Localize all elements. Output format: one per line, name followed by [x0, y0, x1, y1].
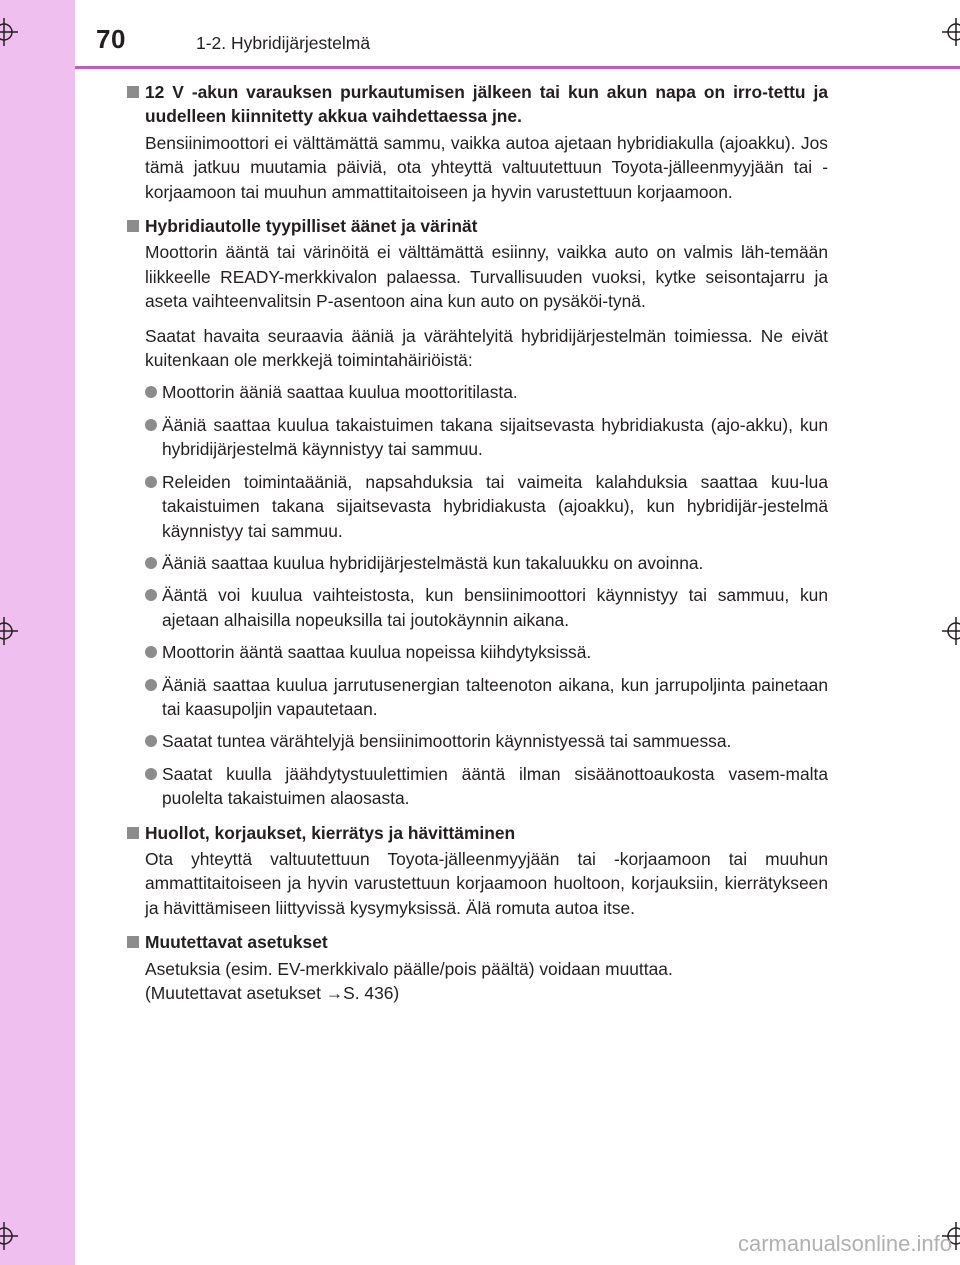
- crop-mark-icon: [0, 1222, 18, 1250]
- section-heading: [125, 80, 828, 129]
- section-heading-text: Huollot, korjaukset, kierrätys ja hävittäminen: [145, 822, 516, 843]
- list-item: [145, 413, 828, 462]
- section-sounds: [125, 214, 828, 811]
- section-heading-text: 12 V -akun varauksen purkautumisen jälkeen tai kun akun napa on irro-tettu ja uudelleen kiinnitetty akkua vaihdettaessa jne.: [145, 82, 828, 127]
- square-bullet-icon: [127, 936, 139, 948]
- list-item-text: Ääniä saattaa kuulua takaistuimen takana sijaitsevasta hybridiakusta (ajo-akku), kun hybridijärjestelmä käynnistyy tai sammuu.: [162, 414, 828, 460]
- list-item-text: Moottorin ääntä saattaa kuulua nopeissa kiihdytyksissä.: [162, 642, 592, 663]
- list-item-text: Moottorin ääniä saattaa kuulua moottoritilasta.: [162, 382, 518, 403]
- round-bullet-icon: [145, 768, 157, 780]
- crop-mark-icon: [942, 617, 960, 645]
- list-item: [145, 380, 828, 404]
- list-item: [145, 762, 828, 811]
- square-bullet-icon: [127, 86, 139, 98]
- page-reference-link[interactable]: (Muutettavat asetukset →S. 436): [145, 983, 400, 1003]
- section-customizable-settings: [125, 930, 828, 1005]
- list-item-text: Ääniä saattaa kuulua hybridijärjestelmästä kun takaluukku on avoinna.: [162, 552, 704, 573]
- section-maintenance: [125, 821, 828, 921]
- round-bullet-icon: [145, 386, 157, 398]
- list-item: [145, 640, 828, 664]
- section-12v-battery: [125, 80, 828, 204]
- round-bullet-icon: [145, 589, 157, 601]
- list-item: [145, 470, 828, 543]
- watermark-logo: carmanualsonline.info: [737, 1231, 952, 1256]
- round-bullet-icon: [145, 419, 157, 431]
- section-heading-text: Muutettavat asetukset: [145, 932, 328, 953]
- square-bullet-icon: [127, 220, 139, 232]
- crop-mark-icon: [942, 18, 960, 46]
- body-paragraph: Saatat havaita seuraavia ääniä ja värähtelyitä hybridijärjestelmän toimiessa. Ne eivät kuitenkaan ole merkkejä toimintahäiriöistä:: [145, 325, 828, 371]
- list-item-text: Saatat kuulla jäähdytystuulettimien ääntä ilman sisäänottoaukosta vasem-malta puolelta takaistuimen alaosasta.: [162, 763, 828, 809]
- section-heading-text: Hybridiautolle tyypilliset äänet ja värinät: [145, 216, 478, 237]
- page-content: [125, 80, 828, 1005]
- header-rule: [75, 66, 960, 69]
- body-paragraph: Ota yhteyttä valtuutettuun Toyota-jälleenmyyjään tai -korjaamoon tai muuhun ammattitaitoiseen ja hyvin varustettuun korjaamoon huoltoon, korjauksiin, kierrätykseen ja hävittämiseen liittyvissä kysymyksissä. Älä romuta autoa itse.: [145, 848, 828, 918]
- body-paragraph: Bensiinimoottori ei välttämättä sammu, vaikka autoa ajetaan hybridiakulla (ajoakku). Jos tämä jatkuu muutamia päiviä, ota yhteyttä valtuutettuun Toyota-jälleenmyyjään tai -korjaamoon tai muuhun ammattitaitoiseen ja hyvin varustettuun korjaamoon.: [145, 132, 828, 202]
- round-bullet-icon: [145, 476, 157, 488]
- list-item-text: Saatat tuntea värähtelyjä bensiinimoottorin käynnistyessä tai sammuessa.: [162, 731, 732, 752]
- section-title: 1-2. Hybridijärjestelmä: [196, 33, 371, 53]
- list-item: [145, 551, 828, 575]
- round-bullet-icon: [145, 646, 157, 658]
- body-paragraph: Asetuksia (esim. EV-merkkivalo päälle/pois päältä) voidaan muuttaa.: [145, 958, 673, 979]
- list-item-text: Releiden toimintaääniä, napsahduksia tai vaimeita kalahduksia saattaa kuu-lua takaistuimen takana sijaitsevasta hybridiakusta (ajoakku), kun hybridijär-jestelmä käynnistyy tai sammuu.: [162, 471, 828, 541]
- round-bullet-icon: [145, 557, 157, 569]
- round-bullet-icon: [145, 735, 157, 747]
- list-item-text: Ääniä saattaa kuulua jarrutusenergian talteenoton aikana, kun jarrupoljinta painetaan tai kaasupoljin vapautetaan.: [162, 674, 828, 719]
- crop-mark-icon: [0, 18, 18, 46]
- section-heading: [125, 214, 828, 238]
- section-heading: [125, 821, 828, 845]
- crop-mark-icon: [0, 617, 18, 645]
- list-item: [145, 673, 828, 722]
- list-item: [145, 729, 828, 753]
- round-bullet-icon: [145, 679, 157, 691]
- list-item-text: Ääntä voi kuulua vaihteistosta, kun bensiinimoottori käynnistyy tai sammuu, kun ajetaan alhaisilla nopeuksilla tai joutokäynnin aikana.: [162, 585, 828, 630]
- page-number: 70: [96, 24, 126, 54]
- list-item: [145, 583, 828, 632]
- section-heading: [125, 930, 828, 954]
- square-bullet-icon: [127, 827, 139, 839]
- body-paragraph: Moottorin ääntä tai värinöitä ei välttämättä esiinny, vaikka auto on valmis läh-temään liikkeelle READY-merkkivalon palaessa. Turvallisuuden vuoksi, kytke seisontajarru ja aseta vaihteenvalitsin P-asentoon aina kun auto on pysäköi-tynä.: [145, 242, 828, 312]
